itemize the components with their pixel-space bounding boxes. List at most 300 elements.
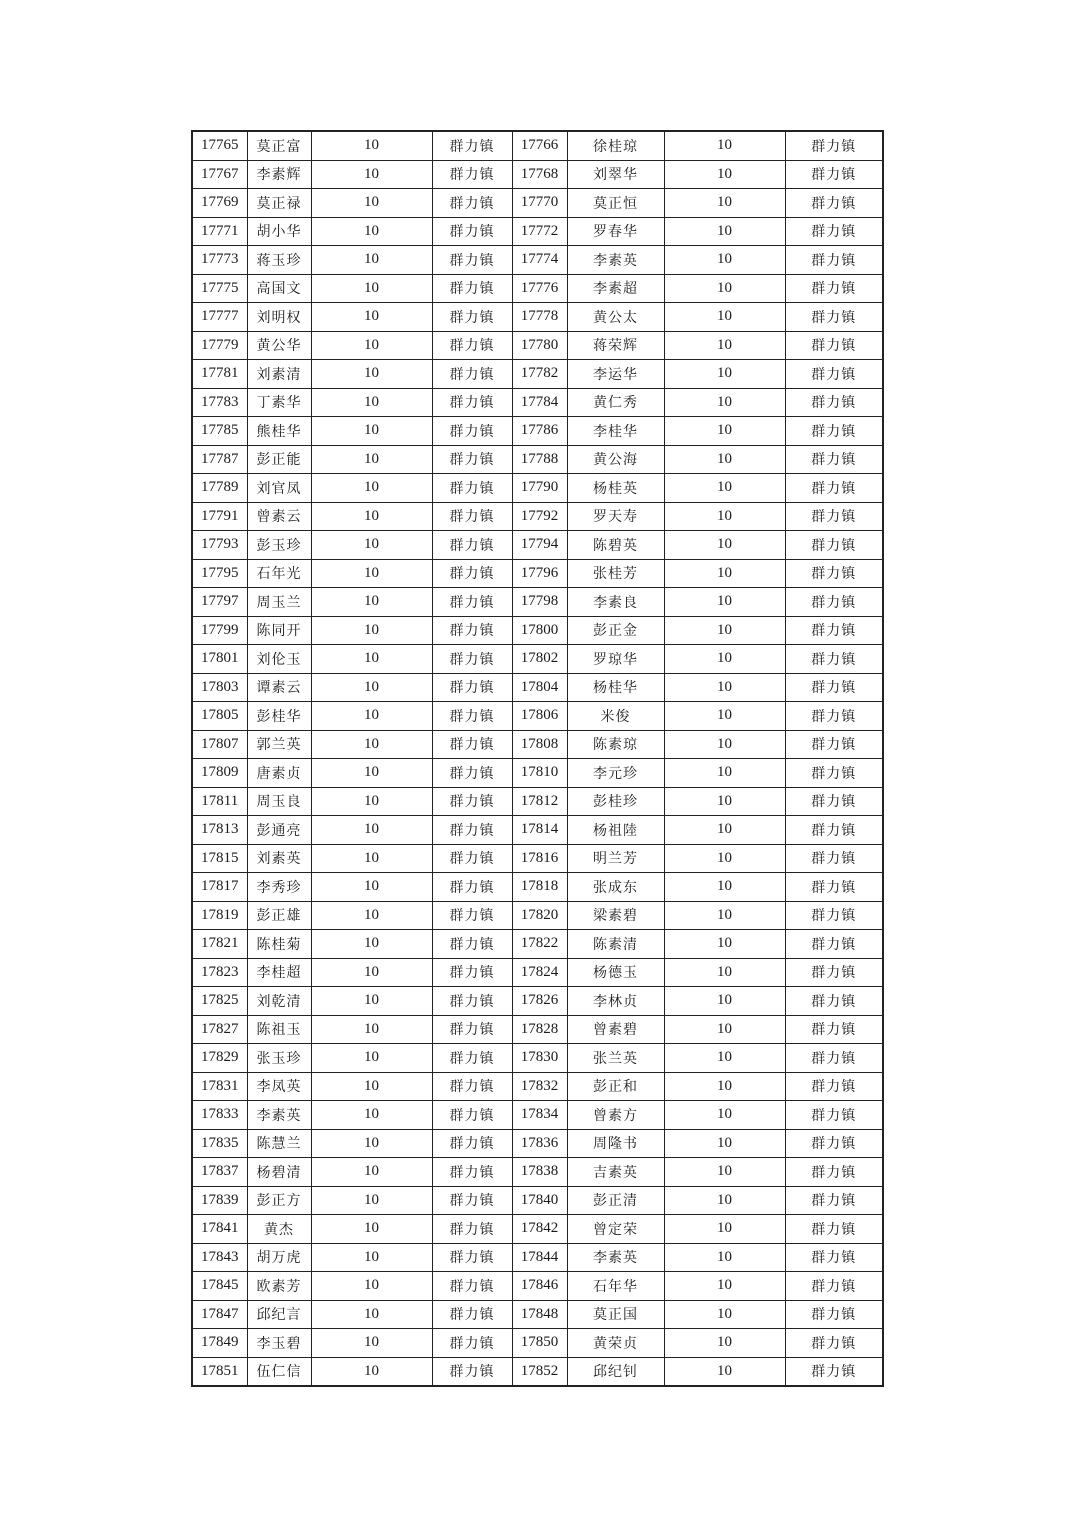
- table-row: [192, 1158, 883, 1187]
- right-record-number-cell: 17846: [512, 1272, 567, 1301]
- right-person-name-cell: 黄荣贞: [567, 1329, 664, 1358]
- right-person-name-cell: 张成东: [567, 873, 664, 902]
- left-township-cell: 群力镇: [432, 1129, 512, 1158]
- left-record-number-cell: 17843: [192, 1243, 247, 1272]
- right-amount-cell: 10: [664, 1329, 785, 1358]
- right-record-number-cell: 17836: [512, 1129, 567, 1158]
- left-record-number-cell: 17781: [192, 360, 247, 389]
- right-amount-cell: 10: [664, 1044, 785, 1073]
- left-amount-cell: 10: [311, 1072, 432, 1101]
- right-amount-cell: 10: [664, 303, 785, 332]
- left-amount-cell: 10: [311, 1300, 432, 1329]
- left-record-number-cell: 17789: [192, 474, 247, 503]
- right-record-number-cell: 17814: [512, 816, 567, 845]
- left-township-cell: 群力镇: [432, 930, 512, 959]
- left-person-name-cell: 伍仁信: [247, 1357, 311, 1386]
- right-amount-cell: 10: [664, 131, 785, 160]
- right-township-cell: 群力镇: [785, 616, 883, 645]
- right-amount-cell: 10: [664, 388, 785, 417]
- right-person-name-cell: 李桂华: [567, 417, 664, 446]
- table-row: [192, 417, 883, 446]
- right-record-number-cell: 17804: [512, 673, 567, 702]
- right-amount-cell: 10: [664, 673, 785, 702]
- left-person-name-cell: 欧素芳: [247, 1272, 311, 1301]
- right-township-cell: 群力镇: [785, 445, 883, 474]
- right-township-cell: 群力镇: [785, 873, 883, 902]
- right-person-name-cell: 张桂芳: [567, 559, 664, 588]
- right-record-number-cell: 17828: [512, 1015, 567, 1044]
- left-amount-cell: 10: [311, 987, 432, 1016]
- right-person-name-cell: 曾素碧: [567, 1015, 664, 1044]
- table-row: [192, 559, 883, 588]
- right-record-number-cell: 17832: [512, 1072, 567, 1101]
- left-amount-cell: 10: [311, 844, 432, 873]
- right-record-number-cell: 17800: [512, 616, 567, 645]
- left-amount-cell: 10: [311, 559, 432, 588]
- right-record-number-cell: 17824: [512, 958, 567, 987]
- right-person-name-cell: 彭正金: [567, 616, 664, 645]
- right-record-number-cell: 17852: [512, 1357, 567, 1386]
- table-row: [192, 246, 883, 275]
- table-row: [192, 730, 883, 759]
- left-record-number-cell: 17805: [192, 702, 247, 731]
- right-person-name-cell: 李运华: [567, 360, 664, 389]
- right-amount-cell: 10: [664, 531, 785, 560]
- left-township-cell: 群力镇: [432, 673, 512, 702]
- right-record-number-cell: 17794: [512, 531, 567, 560]
- left-person-name-cell: 李素辉: [247, 160, 311, 189]
- left-record-number-cell: 17851: [192, 1357, 247, 1386]
- left-township-cell: 群力镇: [432, 759, 512, 788]
- right-township-cell: 群力镇: [785, 303, 883, 332]
- left-person-name-cell: 刘乾清: [247, 987, 311, 1016]
- left-township-cell: 群力镇: [432, 844, 512, 873]
- left-person-name-cell: 彭通亮: [247, 816, 311, 845]
- table-row: [192, 987, 883, 1016]
- right-township-cell: 群力镇: [785, 531, 883, 560]
- left-township-cell: 群力镇: [432, 559, 512, 588]
- table-row: [192, 1300, 883, 1329]
- left-township-cell: 群力镇: [432, 388, 512, 417]
- table-row: [192, 930, 883, 959]
- left-amount-cell: 10: [311, 360, 432, 389]
- right-person-name-cell: 张兰英: [567, 1044, 664, 1073]
- right-record-number-cell: 17782: [512, 360, 567, 389]
- right-amount-cell: 10: [664, 1129, 785, 1158]
- table-row: [192, 759, 883, 788]
- right-amount-cell: 10: [664, 559, 785, 588]
- left-person-name-cell: 彭桂华: [247, 702, 311, 731]
- left-record-number-cell: 17841: [192, 1215, 247, 1244]
- left-record-number-cell: 17775: [192, 274, 247, 303]
- left-amount-cell: 10: [311, 388, 432, 417]
- left-township-cell: 群力镇: [432, 274, 512, 303]
- left-amount-cell: 10: [311, 1158, 432, 1187]
- left-person-name-cell: 彭正雄: [247, 901, 311, 930]
- left-person-name-cell: 张玉珍: [247, 1044, 311, 1073]
- left-township-cell: 群力镇: [432, 1300, 512, 1329]
- left-amount-cell: 10: [311, 274, 432, 303]
- right-township-cell: 群力镇: [785, 1158, 883, 1187]
- left-record-number-cell: 17777: [192, 303, 247, 332]
- left-township-cell: 群力镇: [432, 873, 512, 902]
- left-person-name-cell: 石年光: [247, 559, 311, 588]
- right-amount-cell: 10: [664, 360, 785, 389]
- right-record-number-cell: 17848: [512, 1300, 567, 1329]
- left-township-cell: 群力镇: [432, 331, 512, 360]
- right-amount-cell: 10: [664, 1186, 785, 1215]
- table-row: [192, 616, 883, 645]
- right-township-cell: 群力镇: [785, 673, 883, 702]
- left-amount-cell: 10: [311, 901, 432, 930]
- right-person-name-cell: 明兰芳: [567, 844, 664, 873]
- right-township-cell: 群力镇: [785, 1243, 883, 1272]
- right-record-number-cell: 17790: [512, 474, 567, 503]
- right-township-cell: 群力镇: [785, 844, 883, 873]
- right-amount-cell: 10: [664, 987, 785, 1016]
- right-record-number-cell: 17816: [512, 844, 567, 873]
- left-person-name-cell: 李玉碧: [247, 1329, 311, 1358]
- left-person-name-cell: 刘伦玉: [247, 645, 311, 674]
- right-township-cell: 群力镇: [785, 930, 883, 959]
- table-row: [192, 1272, 883, 1301]
- left-record-number-cell: 17821: [192, 930, 247, 959]
- right-record-number-cell: 17818: [512, 873, 567, 902]
- right-township-cell: 群力镇: [785, 360, 883, 389]
- left-amount-cell: 10: [311, 702, 432, 731]
- left-record-number-cell: 17793: [192, 531, 247, 560]
- left-record-number-cell: 17833: [192, 1101, 247, 1130]
- left-record-number-cell: 17831: [192, 1072, 247, 1101]
- right-record-number-cell: 17838: [512, 1158, 567, 1187]
- left-amount-cell: 10: [311, 958, 432, 987]
- left-record-number-cell: 17827: [192, 1015, 247, 1044]
- right-amount-cell: 10: [664, 787, 785, 816]
- left-amount-cell: 10: [311, 1357, 432, 1386]
- left-township-cell: 群力镇: [432, 987, 512, 1016]
- left-amount-cell: 10: [311, 474, 432, 503]
- right-record-number-cell: 17798: [512, 588, 567, 617]
- right-township-cell: 群力镇: [785, 474, 883, 503]
- right-township-cell: 群力镇: [785, 1015, 883, 1044]
- right-record-number-cell: 17844: [512, 1243, 567, 1272]
- left-record-number-cell: 17769: [192, 189, 247, 218]
- right-person-name-cell: 陈素琼: [567, 730, 664, 759]
- right-amount-cell: 10: [664, 1357, 785, 1386]
- right-township-cell: 群力镇: [785, 645, 883, 674]
- right-amount-cell: 10: [664, 1300, 785, 1329]
- right-person-name-cell: 吉素英: [567, 1158, 664, 1187]
- left-record-number-cell: 17765: [192, 131, 247, 160]
- right-person-name-cell: 杨祖陸: [567, 816, 664, 845]
- right-person-name-cell: 李元珍: [567, 759, 664, 788]
- left-person-name-cell: 李素英: [247, 1101, 311, 1130]
- left-record-number-cell: 17845: [192, 1272, 247, 1301]
- right-amount-cell: 10: [664, 702, 785, 731]
- right-township-cell: 群力镇: [785, 417, 883, 446]
- table-row: [192, 787, 883, 816]
- right-person-name-cell: 陈素清: [567, 930, 664, 959]
- left-person-name-cell: 谭素云: [247, 673, 311, 702]
- right-township-cell: 群力镇: [785, 246, 883, 275]
- table-row: [192, 331, 883, 360]
- right-person-name-cell: 梁素碧: [567, 901, 664, 930]
- left-record-number-cell: 17847: [192, 1300, 247, 1329]
- right-person-name-cell: 石年华: [567, 1272, 664, 1301]
- left-record-number-cell: 17829: [192, 1044, 247, 1073]
- table-row: [192, 189, 883, 218]
- right-person-name-cell: 徐桂琼: [567, 131, 664, 160]
- right-record-number-cell: 17830: [512, 1044, 567, 1073]
- left-amount-cell: 10: [311, 189, 432, 218]
- left-person-name-cell: 曾素云: [247, 502, 311, 531]
- left-township-cell: 群力镇: [432, 1215, 512, 1244]
- right-amount-cell: 10: [664, 1158, 785, 1187]
- right-amount-cell: 10: [664, 873, 785, 902]
- right-person-name-cell: 周隆书: [567, 1129, 664, 1158]
- right-township-cell: 群力镇: [785, 1044, 883, 1073]
- left-amount-cell: 10: [311, 445, 432, 474]
- left-person-name-cell: 陈慧兰: [247, 1129, 311, 1158]
- left-amount-cell: 10: [311, 673, 432, 702]
- left-township-cell: 群力镇: [432, 816, 512, 845]
- left-record-number-cell: 17799: [192, 616, 247, 645]
- left-amount-cell: 10: [311, 1329, 432, 1358]
- table-row: [192, 645, 883, 674]
- table-row: [192, 1072, 883, 1101]
- left-person-name-cell: 胡小华: [247, 217, 311, 246]
- left-amount-cell: 10: [311, 1101, 432, 1130]
- left-township-cell: 群力镇: [432, 1357, 512, 1386]
- left-amount-cell: 10: [311, 1044, 432, 1073]
- left-person-name-cell: 彭玉珍: [247, 531, 311, 560]
- left-person-name-cell: 陈同开: [247, 616, 311, 645]
- left-amount-cell: 10: [311, 246, 432, 275]
- right-person-name-cell: 李素超: [567, 274, 664, 303]
- left-person-name-cell: 莫正禄: [247, 189, 311, 218]
- left-amount-cell: 10: [311, 873, 432, 902]
- table-row: [192, 1243, 883, 1272]
- left-township-cell: 群力镇: [432, 160, 512, 189]
- right-township-cell: 群力镇: [785, 559, 883, 588]
- table-row: [192, 588, 883, 617]
- roster-table: [191, 130, 884, 1387]
- table-row: [192, 360, 883, 389]
- right-amount-cell: 10: [664, 930, 785, 959]
- right-township-cell: 群力镇: [785, 1357, 883, 1386]
- table-row: [192, 502, 883, 531]
- left-person-name-cell: 刘素清: [247, 360, 311, 389]
- left-record-number-cell: 17773: [192, 246, 247, 275]
- right-record-number-cell: 17842: [512, 1215, 567, 1244]
- left-person-name-cell: 黄公华: [247, 331, 311, 360]
- roster-body: [192, 131, 883, 1386]
- right-amount-cell: 10: [664, 1272, 785, 1301]
- right-amount-cell: 10: [664, 502, 785, 531]
- left-record-number-cell: 17839: [192, 1186, 247, 1215]
- right-record-number-cell: 17826: [512, 987, 567, 1016]
- right-township-cell: 群力镇: [785, 1329, 883, 1358]
- right-township-cell: 群力镇: [785, 787, 883, 816]
- right-person-name-cell: 杨桂华: [567, 673, 664, 702]
- right-amount-cell: 10: [664, 246, 785, 275]
- left-person-name-cell: 蒋玉珍: [247, 246, 311, 275]
- right-township-cell: 群力镇: [785, 160, 883, 189]
- left-record-number-cell: 17825: [192, 987, 247, 1016]
- left-township-cell: 群力镇: [432, 1044, 512, 1073]
- left-amount-cell: 10: [311, 787, 432, 816]
- left-record-number-cell: 17791: [192, 502, 247, 531]
- right-township-cell: 群力镇: [785, 274, 883, 303]
- left-person-name-cell: 周玉良: [247, 787, 311, 816]
- right-person-name-cell: 米俊: [567, 702, 664, 731]
- left-amount-cell: 10: [311, 531, 432, 560]
- table-row: [192, 1015, 883, 1044]
- left-township-cell: 群力镇: [432, 1158, 512, 1187]
- left-amount-cell: 10: [311, 759, 432, 788]
- left-amount-cell: 10: [311, 588, 432, 617]
- left-record-number-cell: 17771: [192, 217, 247, 246]
- right-record-number-cell: 17806: [512, 702, 567, 731]
- right-person-name-cell: 黄公太: [567, 303, 664, 332]
- right-township-cell: 群力镇: [785, 1129, 883, 1158]
- left-person-name-cell: 高国文: [247, 274, 311, 303]
- right-amount-cell: 10: [664, 474, 785, 503]
- table-row: [192, 445, 883, 474]
- table-row: [192, 160, 883, 189]
- right-record-number-cell: 17840: [512, 1186, 567, 1215]
- left-person-name-cell: 彭正方: [247, 1186, 311, 1215]
- right-amount-cell: 10: [664, 1072, 785, 1101]
- left-township-cell: 群力镇: [432, 958, 512, 987]
- table-row: [192, 131, 883, 160]
- left-amount-cell: 10: [311, 417, 432, 446]
- left-township-cell: 群力镇: [432, 360, 512, 389]
- table-row: [192, 844, 883, 873]
- table-row: [192, 673, 883, 702]
- right-person-name-cell: 邱纪钊: [567, 1357, 664, 1386]
- right-record-number-cell: 17774: [512, 246, 567, 275]
- left-record-number-cell: 17801: [192, 645, 247, 674]
- right-township-cell: 群力镇: [785, 1300, 883, 1329]
- left-township-cell: 群力镇: [432, 417, 512, 446]
- left-amount-cell: 10: [311, 217, 432, 246]
- left-township-cell: 群力镇: [432, 502, 512, 531]
- right-township-cell: 群力镇: [785, 702, 883, 731]
- right-amount-cell: 10: [664, 616, 785, 645]
- left-person-name-cell: 彭正能: [247, 445, 311, 474]
- left-person-name-cell: 李秀珍: [247, 873, 311, 902]
- right-amount-cell: 10: [664, 588, 785, 617]
- left-record-number-cell: 17795: [192, 559, 247, 588]
- right-amount-cell: 10: [664, 1015, 785, 1044]
- right-amount-cell: 10: [664, 645, 785, 674]
- left-record-number-cell: 17837: [192, 1158, 247, 1187]
- left-record-number-cell: 17823: [192, 958, 247, 987]
- right-township-cell: 群力镇: [785, 1215, 883, 1244]
- right-township-cell: 群力镇: [785, 217, 883, 246]
- right-township-cell: 群力镇: [785, 987, 883, 1016]
- right-township-cell: 群力镇: [785, 759, 883, 788]
- right-person-name-cell: 蒋荣辉: [567, 331, 664, 360]
- left-record-number-cell: 17849: [192, 1329, 247, 1358]
- right-record-number-cell: 17784: [512, 388, 567, 417]
- right-amount-cell: 10: [664, 730, 785, 759]
- left-amount-cell: 10: [311, 160, 432, 189]
- left-person-name-cell: 刘素英: [247, 844, 311, 873]
- right-township-cell: 群力镇: [785, 1272, 883, 1301]
- right-record-number-cell: 17834: [512, 1101, 567, 1130]
- right-record-number-cell: 17786: [512, 417, 567, 446]
- right-person-name-cell: 杨德玉: [567, 958, 664, 987]
- left-amount-cell: 10: [311, 131, 432, 160]
- table-row: [192, 1186, 883, 1215]
- left-person-name-cell: 邱纪言: [247, 1300, 311, 1329]
- left-amount-cell: 10: [311, 1015, 432, 1044]
- left-amount-cell: 10: [311, 616, 432, 645]
- left-record-number-cell: 17835: [192, 1129, 247, 1158]
- left-person-name-cell: 莫正富: [247, 131, 311, 160]
- left-township-cell: 群力镇: [432, 445, 512, 474]
- right-person-name-cell: 黄公海: [567, 445, 664, 474]
- left-person-name-cell: 刘明权: [247, 303, 311, 332]
- left-township-cell: 群力镇: [432, 474, 512, 503]
- left-person-name-cell: 唐素贞: [247, 759, 311, 788]
- left-record-number-cell: 17779: [192, 331, 247, 360]
- right-township-cell: 群力镇: [785, 901, 883, 930]
- right-person-name-cell: 莫正国: [567, 1300, 664, 1329]
- left-person-name-cell: 丁素华: [247, 388, 311, 417]
- right-record-number-cell: 17770: [512, 189, 567, 218]
- table-row: [192, 873, 883, 902]
- right-person-name-cell: 刘翠华: [567, 160, 664, 189]
- right-record-number-cell: 17810: [512, 759, 567, 788]
- left-township-cell: 群力镇: [432, 1015, 512, 1044]
- right-township-cell: 群力镇: [785, 588, 883, 617]
- right-record-number-cell: 17796: [512, 559, 567, 588]
- right-township-cell: 群力镇: [785, 816, 883, 845]
- left-person-name-cell: 黄杰: [247, 1215, 311, 1244]
- left-township-cell: 群力镇: [432, 1272, 512, 1301]
- right-record-number-cell: 17812: [512, 787, 567, 816]
- right-township-cell: 群力镇: [785, 131, 883, 160]
- right-township-cell: 群力镇: [785, 502, 883, 531]
- left-person-name-cell: 李桂超: [247, 958, 311, 987]
- left-township-cell: 群力镇: [432, 1101, 512, 1130]
- right-person-name-cell: 罗琼华: [567, 645, 664, 674]
- right-township-cell: 群力镇: [785, 1072, 883, 1101]
- table-row: [192, 303, 883, 332]
- left-person-name-cell: 胡万虎: [247, 1243, 311, 1272]
- left-township-cell: 群力镇: [432, 303, 512, 332]
- right-township-cell: 群力镇: [785, 958, 883, 987]
- left-record-number-cell: 17787: [192, 445, 247, 474]
- left-township-cell: 群力镇: [432, 645, 512, 674]
- right-person-name-cell: 彭正清: [567, 1186, 664, 1215]
- left-township-cell: 群力镇: [432, 189, 512, 218]
- left-township-cell: 群力镇: [432, 131, 512, 160]
- left-person-name-cell: 刘官凤: [247, 474, 311, 503]
- right-person-name-cell: 李素良: [567, 588, 664, 617]
- right-record-number-cell: 17776: [512, 274, 567, 303]
- left-township-cell: 群力镇: [432, 901, 512, 930]
- right-record-number-cell: 17768: [512, 160, 567, 189]
- right-amount-cell: 10: [664, 160, 785, 189]
- left-record-number-cell: 17815: [192, 844, 247, 873]
- right-amount-cell: 10: [664, 816, 785, 845]
- left-amount-cell: 10: [311, 1243, 432, 1272]
- right-person-name-cell: 杨桂英: [567, 474, 664, 503]
